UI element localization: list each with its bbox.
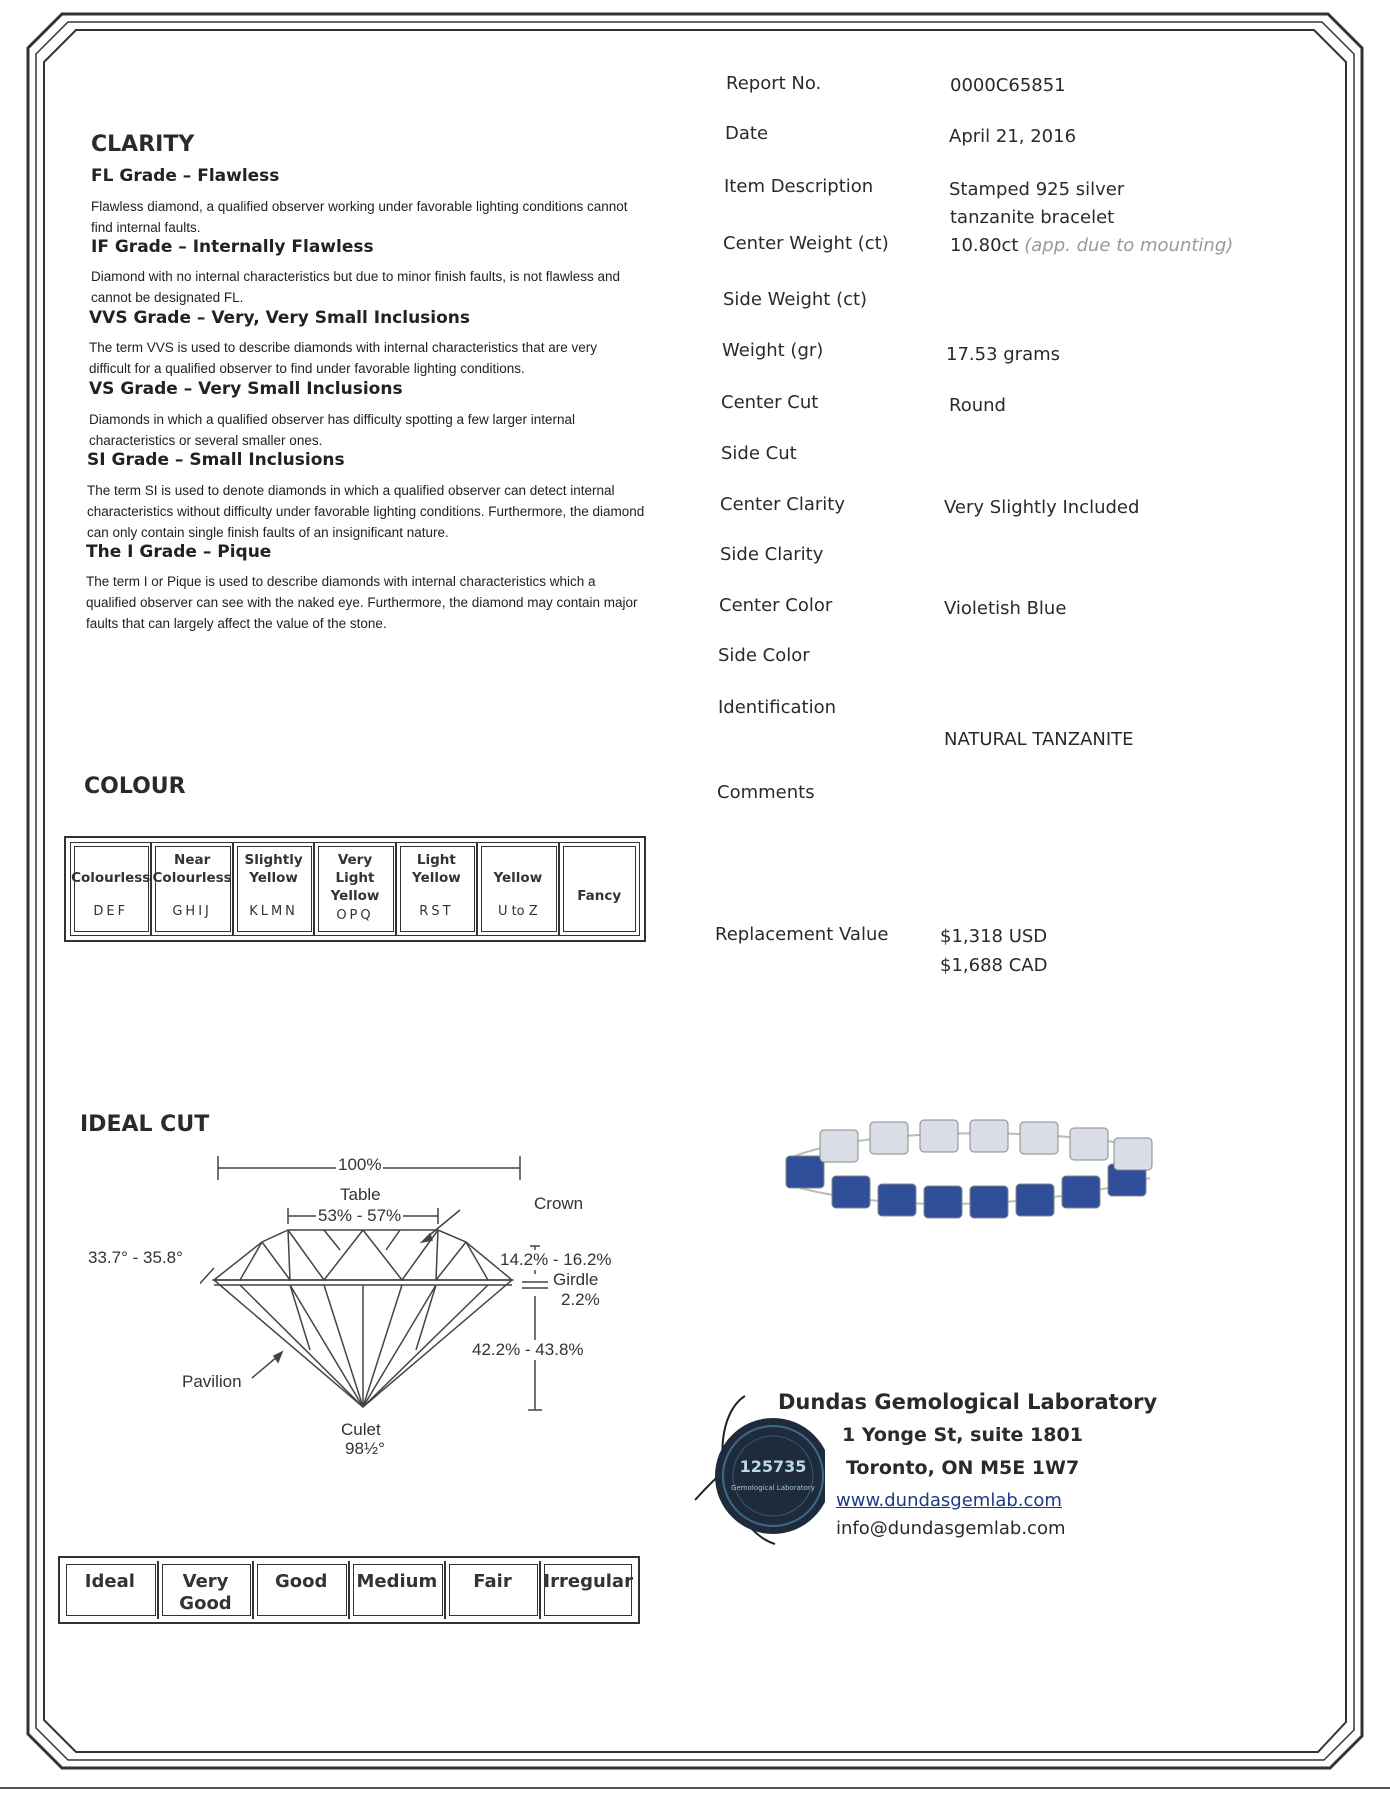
colour-cell xyxy=(315,843,396,935)
bracelet-link xyxy=(1114,1138,1152,1170)
field-label-identification: Identification xyxy=(718,697,837,718)
colour-cell xyxy=(71,843,152,935)
table-title-label: Table xyxy=(340,1185,381,1204)
girdle-value-label: 2.2% xyxy=(561,1290,600,1309)
grade-title-if: IF Grade – Internally Flawless xyxy=(91,237,374,257)
field-label-date: Date xyxy=(725,123,769,144)
field-label-side-cut: Side Cut xyxy=(721,443,797,464)
cut-grade-cell: Very Good xyxy=(159,1561,255,1619)
seal-text: Gemological Laboratory xyxy=(731,1484,815,1492)
grade-title-i: The I Grade – Pique xyxy=(86,542,272,562)
grade-desc-i: The term I or Pique is used to describe diamonds with internal characteristics which a qualified observer can see with the naked eye. Furthermore, the diamond may contain major faults that can largely affect the value of the stone. xyxy=(86,574,638,631)
colour-cell-grade: GHIJ xyxy=(172,904,212,919)
ideal-cut-heading: IDEAL CUT xyxy=(80,1112,210,1137)
colour-cell xyxy=(560,843,639,935)
culet-title-label: Culet xyxy=(341,1420,381,1439)
field-label-side-clarity: Side Clarity xyxy=(720,544,824,565)
bracelet-link xyxy=(1070,1128,1108,1160)
grade-desc-if: Diamond with no internal characteristics but due to minor finish faults, is not flawless and cannot be designated FL. xyxy=(91,269,621,305)
field-label-side-color: Side Color xyxy=(718,645,810,666)
cut-grade-table xyxy=(58,1556,640,1624)
crown-height-label: 14.2% - 16.2% xyxy=(500,1250,612,1269)
colour-cell-grade: RST xyxy=(419,904,454,919)
bracelet-link xyxy=(1062,1176,1100,1208)
grade-desc-si: The term SI is used to denote diamonds in which a qualified observer can detect internal characteristics without difficulty under favorable lighting conditions. Furthermore, the diamond can only contain single finish faults of an insignificant nature. xyxy=(87,483,645,540)
cut-grade-cell: Fair xyxy=(446,1561,542,1619)
culet-value-label: 98½° xyxy=(345,1439,385,1458)
grade-title-fl: FL Grade – Flawless xyxy=(91,166,280,186)
lab-name: Dundas Gemological Laboratory xyxy=(778,1390,1158,1414)
pavilion-label: Pavilion xyxy=(182,1372,242,1391)
colour-cell-name: Colourless xyxy=(71,870,151,886)
grade-desc-fl: Flawless diamond, a qualified observer working under favorable lighting conditions cannot find internal faults. xyxy=(91,199,628,235)
crown-angle-label: 33.7° - 35.8° xyxy=(88,1248,183,1267)
bracelet-link xyxy=(820,1130,858,1162)
grade-title-vvs: VVS Grade – Very, Very Small Inclusions xyxy=(89,308,471,328)
colour-heading: COLOUR xyxy=(84,774,186,799)
field-value-report-no: 0000C65851 xyxy=(950,75,1066,96)
lab-website-link[interactable]: www.dundasgemlab.com xyxy=(836,1490,1062,1511)
field-label-side-weight: Side Weight (ct) xyxy=(723,289,868,310)
field-label-weight-gr: Weight (gr) xyxy=(722,340,824,361)
lab-address-line2: Toronto, ON M5E 1W7 xyxy=(846,1457,1080,1479)
colour-cell-grade: KLMN xyxy=(249,904,298,919)
colour-cell-name: Very Light Yellow xyxy=(330,852,380,904)
table-range-label: 53% - 57% xyxy=(318,1206,402,1225)
field-label-comments: Comments xyxy=(717,782,815,803)
colour-cell xyxy=(152,843,233,935)
field-value-identification: NATURAL TANZANITE xyxy=(944,729,1134,750)
field-label-report-no: Report No. xyxy=(726,73,822,94)
total-width-label: 100% xyxy=(338,1155,382,1174)
bracelet-link xyxy=(970,1120,1008,1152)
colour-cell-name: Light Yellow xyxy=(412,852,461,886)
bracelet-link xyxy=(920,1120,958,1152)
field-value-replacement-cad: $1,688 CAD xyxy=(940,955,1048,976)
colour-cell xyxy=(478,843,559,935)
bracelet-link xyxy=(924,1186,962,1218)
clarity-heading: CLARITY xyxy=(91,132,195,157)
field-value-center-color: Violetish Blue xyxy=(944,598,1067,619)
colour-cell-name: Near Colourless xyxy=(152,852,232,886)
field-value-replacement-usd: $1,318 USD xyxy=(940,926,1048,947)
field-value-item-description: Stamped 925 silver xyxy=(949,179,1125,200)
bracelet-photo xyxy=(780,1118,1160,1228)
colour-cell-grade: OPQ xyxy=(336,908,374,923)
colour-cell-name: Yellow xyxy=(493,870,543,886)
grade-title-si: SI Grade – Small Inclusions xyxy=(87,450,345,470)
cut-grade-cell: Ideal xyxy=(63,1561,159,1619)
colour-cell-name: Slightly Yellow xyxy=(244,852,303,886)
cut-grade-cell: Irregular xyxy=(541,1561,635,1619)
colour-cell xyxy=(234,843,315,935)
bracelet-link xyxy=(1020,1122,1058,1154)
grade-desc-vvs: The term VVS is used to describe diamonds with internal characteristics that are very difficult for a qualified observer to find under favorable lighting conditions. xyxy=(89,340,597,376)
field-value-center-clarity: Very Slightly Included xyxy=(944,497,1140,518)
bracelet-link xyxy=(878,1184,916,1216)
field-value-center-weight: 10.80ct xyxy=(950,235,1019,256)
field-label-center-cut: Center Cut xyxy=(721,392,819,413)
field-label-center-weight: Center Weight (ct) xyxy=(723,233,889,254)
colour-cell-name: Fancy xyxy=(577,888,622,904)
field-label-center-color: Center Color xyxy=(719,595,833,616)
pavilion-depth-label: 42.2% - 43.8% xyxy=(472,1340,584,1359)
field-value-item-description-line2: tanzanite bracelet xyxy=(950,207,1115,228)
colour-scale-table xyxy=(64,836,646,942)
cut-grade-cell: Medium xyxy=(350,1561,446,1619)
field-value-weight-gr: 17.53 grams xyxy=(946,344,1061,365)
cut-grade-cell: Good xyxy=(254,1561,350,1619)
colour-cell-grade: U to Z xyxy=(497,904,538,919)
field-label-item-description: Item Description xyxy=(724,176,874,197)
bracelet-link xyxy=(832,1176,870,1208)
field-label-center-clarity: Center Clarity xyxy=(720,494,846,515)
lab-email: info@dundasgemlab.com xyxy=(836,1518,1066,1539)
field-value-center-cut: Round xyxy=(949,395,1006,416)
crown-label: Crown xyxy=(534,1194,584,1213)
field-value-center-weight-note: (app. due to mounting) xyxy=(1024,235,1234,256)
colour-cell xyxy=(397,843,478,935)
field-label-replacement-value: Replacement Value xyxy=(715,924,889,945)
grade-desc-vs: Diamonds in which a qualified observer has difficulty spotting a few larger internal characteristics or several smaller ones. xyxy=(89,412,576,448)
grade-title-vs: VS Grade – Very Small Inclusions xyxy=(89,379,403,399)
girdle-title-label: Girdle xyxy=(553,1270,599,1289)
bracelet-link xyxy=(786,1156,824,1188)
colour-cell-grade: DEF xyxy=(93,904,129,919)
bracelet-link xyxy=(1016,1184,1054,1216)
field-value-center-weight-row xyxy=(950,235,1233,256)
seal-number: 125735 xyxy=(739,1457,807,1476)
bracelet-link xyxy=(870,1122,908,1154)
field-value-date: April 21, 2016 xyxy=(949,126,1077,147)
bracelet-link xyxy=(970,1186,1008,1218)
lab-address-line1: 1 Yonge St, suite 1801 xyxy=(842,1424,1083,1446)
